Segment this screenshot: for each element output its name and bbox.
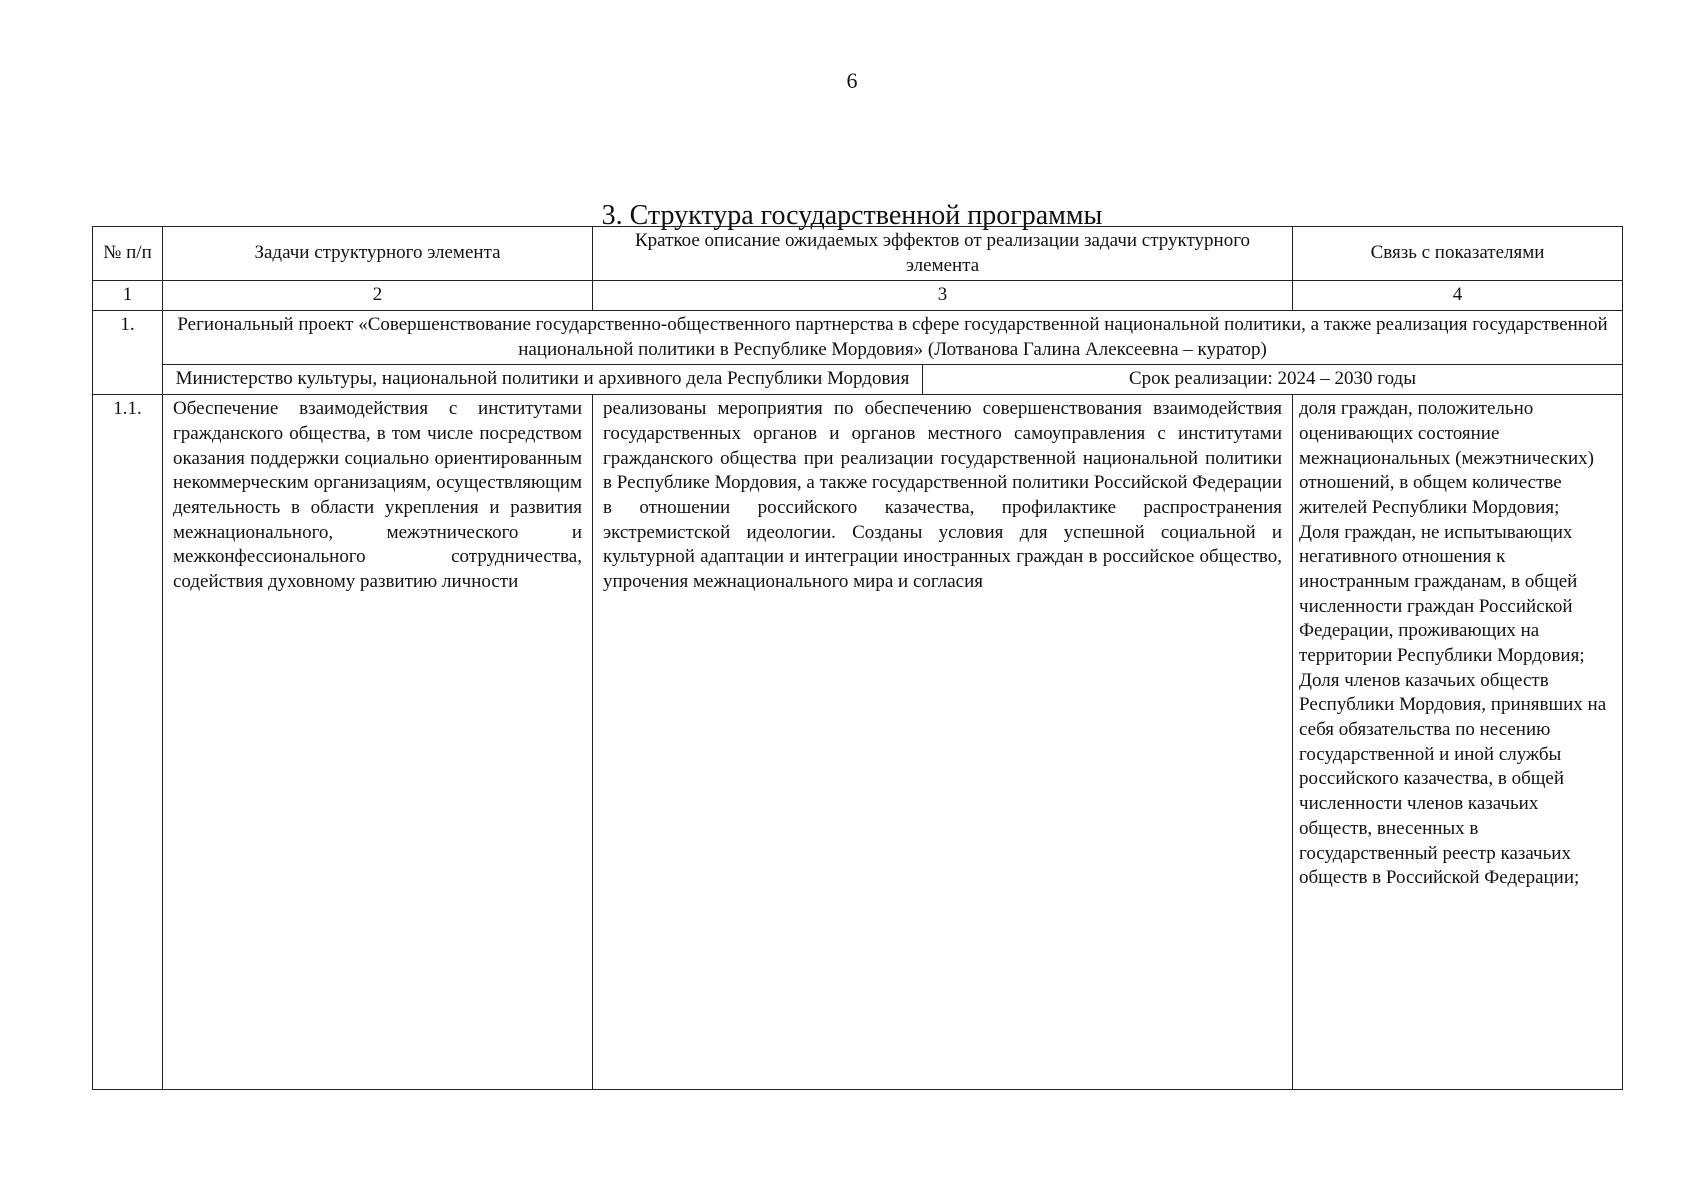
task-effects: реализованы мероприятия по обеспечению совершенствования взаимодействия государственных органов и органов местного самоуправления с институтами гражданского общества при реализации государственной национальной политики в Республике Мордовия, а также государственной политики Российской Федерации в отношении российского казачества, профилактике распространения экстремистской идеологии. Созданы условия для успешной социальной и культурной адаптации и интеграции иностранных граждан в российское общество, упрочения межнационального мира и согласия [593,395,1293,1090]
page-number: 6 [846,68,858,93]
header-indicators: Связь с показателями [1293,227,1623,281]
indicator-item: доля граждан, положительно оценивающих состояние межнациональных (межэтнических) отношений, в общем количестве жителей Республики Мордовия; [1299,398,1594,518]
project-title: Региональный проект «Совершенствование государственно-общественного партнерства в сфере государственной национальной политики, а также реализация государственной национальной политики в Республике Мордовия» (Лотванова Галина Алексеевна – куратор) [163,311,1623,365]
responsible-ministry: Министерство культуры, национальной политики и архивного дела Республики Мордовия [163,365,923,395]
project-number: 1. [93,311,163,395]
task-indicators [1293,395,1623,1090]
header-description: Краткое описание ожидаемых эффектов от реализации задачи структурного элемента [593,227,1293,281]
header-tasks: Задачи структурного элемента [163,227,593,281]
program-structure-table [92,226,1623,1090]
project-info-row [93,365,1623,395]
column-number-row [93,281,1623,311]
header-num: № п/п [93,227,163,281]
column-number: 4 [1293,281,1623,311]
task-row [93,395,1623,1090]
task-text: Обеспечение взаимодействия с институтами гражданского общества, в том числе посредством оказания поддержки социально ориентированным некоммерческим организациям, осуществляющим деятельность в области укрепления и развития межнационального, межэтнического и межконфессионального сотрудничества, содействия духовному развитию личности [163,395,593,1090]
task-number: 1.1. [93,395,163,1090]
section-title: 3. Структура государственной программы [601,200,1103,231]
project-row [93,311,1623,365]
column-number: 3 [593,281,1293,311]
implementation-period: Срок реализации: 2024 – 2030 годы [923,365,1623,395]
indicator-item: Доля членов казачьих обществ Республики Мордовия, принявших на себя обязательства по несению государственной и иной службы российского казачества, в общей численности членов казачьих обществ, внесенных в государственный реестр казачьих обществ в Российской Федерации; [1299,669,1607,889]
column-number: 1 [93,281,163,311]
indicator-item: Доля граждан, не испытывающих негативного отношения к иностранным гражданам, в общей численности граждан Российской Федерации, проживающих на территории Республики Мордовия; [1299,521,1585,666]
column-number: 2 [163,281,593,311]
header-row [93,227,1623,281]
